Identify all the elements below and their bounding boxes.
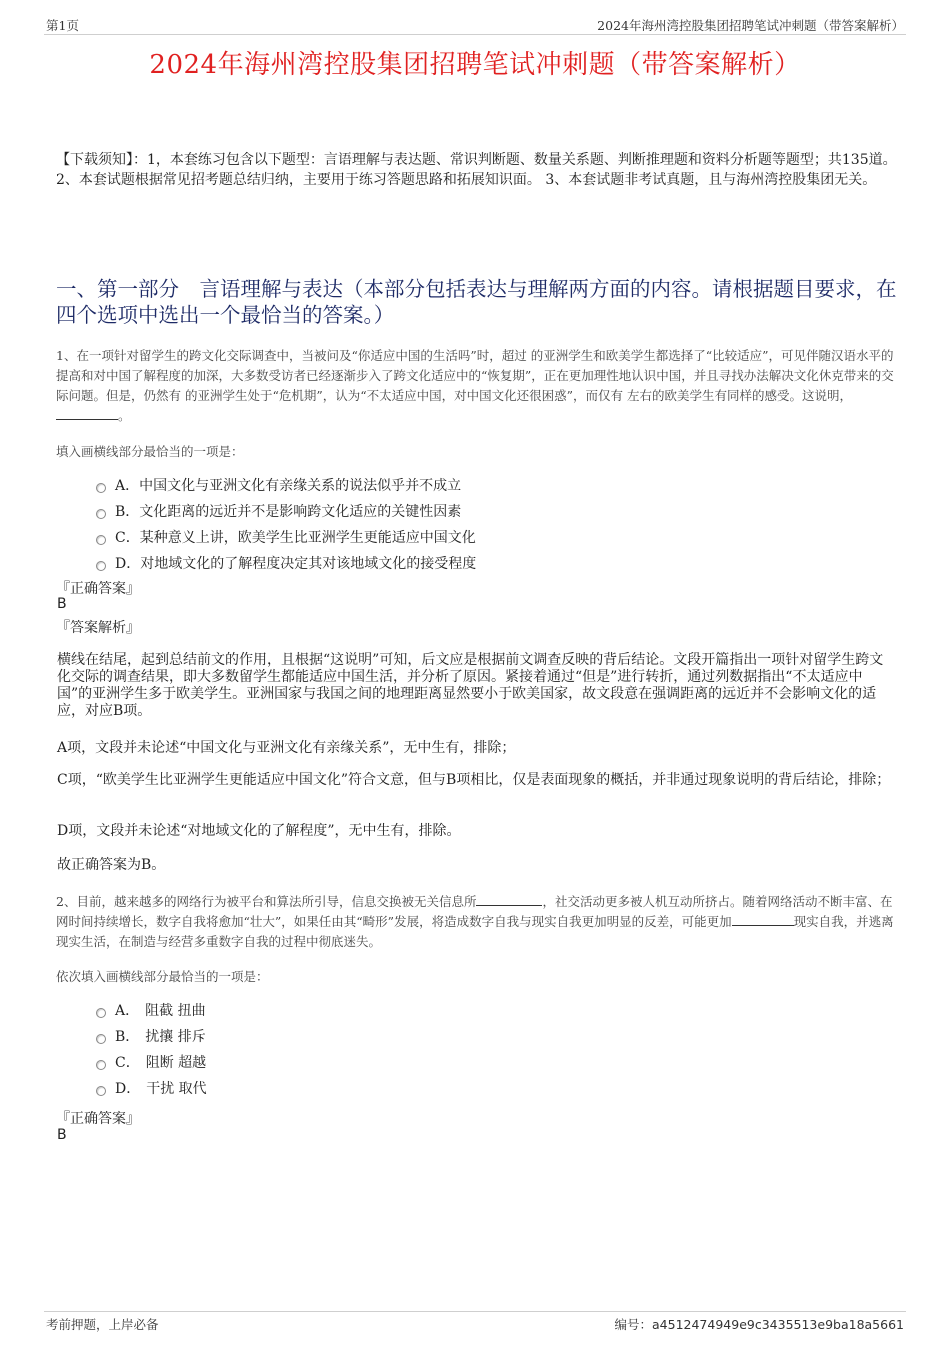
answer-blank: [56, 407, 118, 420]
section-heading: 一、第一部分 言语理解与表达（本部分包括表达与理解两方面的内容。请根据题目要求，在四个选项中选出一个最恰当的答案。）: [56, 277, 897, 327]
q2-answer-tag: 『正确答案』: [56, 1111, 140, 1127]
q1-analysis-paragraph: C项，“欧美学生比亚洲学生更能适应中国文化”符合文意，但与B项相比，仅是表面现象的概括，并非通过现象说明的背后结论，排除；: [57, 772, 891, 788]
radio-icon[interactable]: [96, 535, 106, 545]
q2-option-d[interactable]: D． 干扰 取代: [96, 1079, 207, 1099]
q1-analysis-paragraph: 故正确答案为B。: [57, 857, 166, 873]
radio-icon[interactable]: [96, 1060, 106, 1070]
question-2-text: 2、目前，越来越多的网络行为被平台和算法所引导，信息交换被无关信息所 ，社交活动更多被人机互动所挤占。随着网络活动不断丰富、在网时间持续增长，数字自我将愈加“壮大”，如果任由其“畸形”发展，将造成数字自我与现实自我更加明显的反差，可能更加 现实自我，并逃离现实生活，在制造与经营多重数字自我的过程中彻底迷失。: [56, 894, 894, 949]
answer-blank: [732, 913, 794, 926]
q1-analysis-paragraph: A项，文段并未论述“中国文化与亚洲文化有亲缘关系”，无中生有，排除；: [57, 740, 516, 756]
q1-analysis-tag: 『答案解析』: [56, 620, 140, 636]
question-2-prompt: 依次填入画横线部分最恰当的一项是：: [56, 969, 269, 984]
radio-icon[interactable]: [96, 561, 106, 571]
page-footer: [44, 1311, 906, 1336]
q1-option-c[interactable]: C．某种意义上讲，欧美学生比亚洲学生更能适应中国文化: [96, 528, 476, 548]
page-header: [44, 14, 906, 35]
question-1-prompt: 填入画横线部分最恰当的一项是：: [56, 444, 244, 459]
q1-answer-tag: 『正确答案』: [56, 581, 140, 597]
q1-option-a[interactable]: A．中国文化与亚洲文化有亲缘关系的说法似乎并不成立: [96, 476, 461, 496]
q1-analysis-paragraph: 横线在结尾，起到总结前文的作用，且根据“这说明”可知，后文应是根据前文调查反映的背后结论。文段开篇指出一项针对留学生跨文化交际的调查结果，即大多数留学生都能适应中国生活，并分析了原因。紧接着通过“但是”进行转折，通过列数据指出“不太适应中国”的亚洲学生多于欧美学生。亚洲国家与我国之间的地理距离显然要小于欧美国家，故文段意在强调距离的远近并不会影响文化的适应，对应B项。: [57, 652, 884, 719]
footer-slogan: 考前押题，上岸必备: [46, 1317, 159, 1332]
q1-analysis-paragraph: D项，文段并未论述“对地域文化的了解程度”，无中生有，排除。: [57, 823, 461, 839]
question-1-text: 1、在一项针对留学生的跨文化交际调查中，当被问及“你适应中国的生活吗”时，超过 的亚洲学生和欧美学生都选择了“比较适应”，可见伴随汉语水平的提高和对中国了解程度的加深，大多数受访者已经逐渐步入了跨文化适应中的“恢复期”，正在更加理性地认识中国，并且寻找办法解决文化休克带来的交际问题。但是，仍然有 的亚洲学生处于“危机期”，认为“不太适应中国，对中国文化还很困惑”，而仅有 左右的欧美学生有同样的感受。这说明，。: [56, 348, 894, 423]
radio-icon[interactable]: [96, 1086, 106, 1096]
q1-option-b[interactable]: B．文化距离的远近并不是影响跨文化适应的关键性因素: [96, 502, 461, 522]
page-title: 2024年海州湾控股集团招聘笔试冲刺题（带答案解析）: [149, 50, 801, 80]
q2-option-c[interactable]: C． 阻断 超越: [96, 1053, 206, 1073]
q2-answer: B: [57, 1127, 67, 1143]
download-notice: 【下载须知】：1，本套练习包含以下题型：言语理解与表达题、常识判断题、数量关系题、判断推理题和资料分析题等题型；共135道。 2、本套试题根据常见招考题总结归纳，主要用于练习答题思路和拓展知识面。 3、本套试题非考试真题，且与海州湾控股集团无关。: [56, 152, 897, 188]
q1-option-d[interactable]: D．对地域文化的了解程度决定其对该地域文化的接受程度: [96, 554, 476, 574]
answer-blank: [476, 893, 542, 906]
page-number: 第1页: [46, 18, 79, 33]
q2-option-b[interactable]: B． 扰攘 排斥: [96, 1027, 206, 1047]
header-doc-title: 2024年海州湾控股集团招聘笔试冲刺题（带答案解析）: [597, 18, 904, 33]
radio-icon[interactable]: [96, 509, 106, 519]
q1-answer: B: [57, 596, 67, 612]
q2-option-a[interactable]: A． 阻截 扭曲: [96, 1001, 206, 1021]
radio-icon[interactable]: [96, 483, 106, 493]
radio-icon[interactable]: [96, 1034, 106, 1044]
radio-icon[interactable]: [96, 1008, 106, 1018]
footer-code: 编号：a4512474949e9c3435513e9ba18a5661: [614, 1317, 904, 1332]
